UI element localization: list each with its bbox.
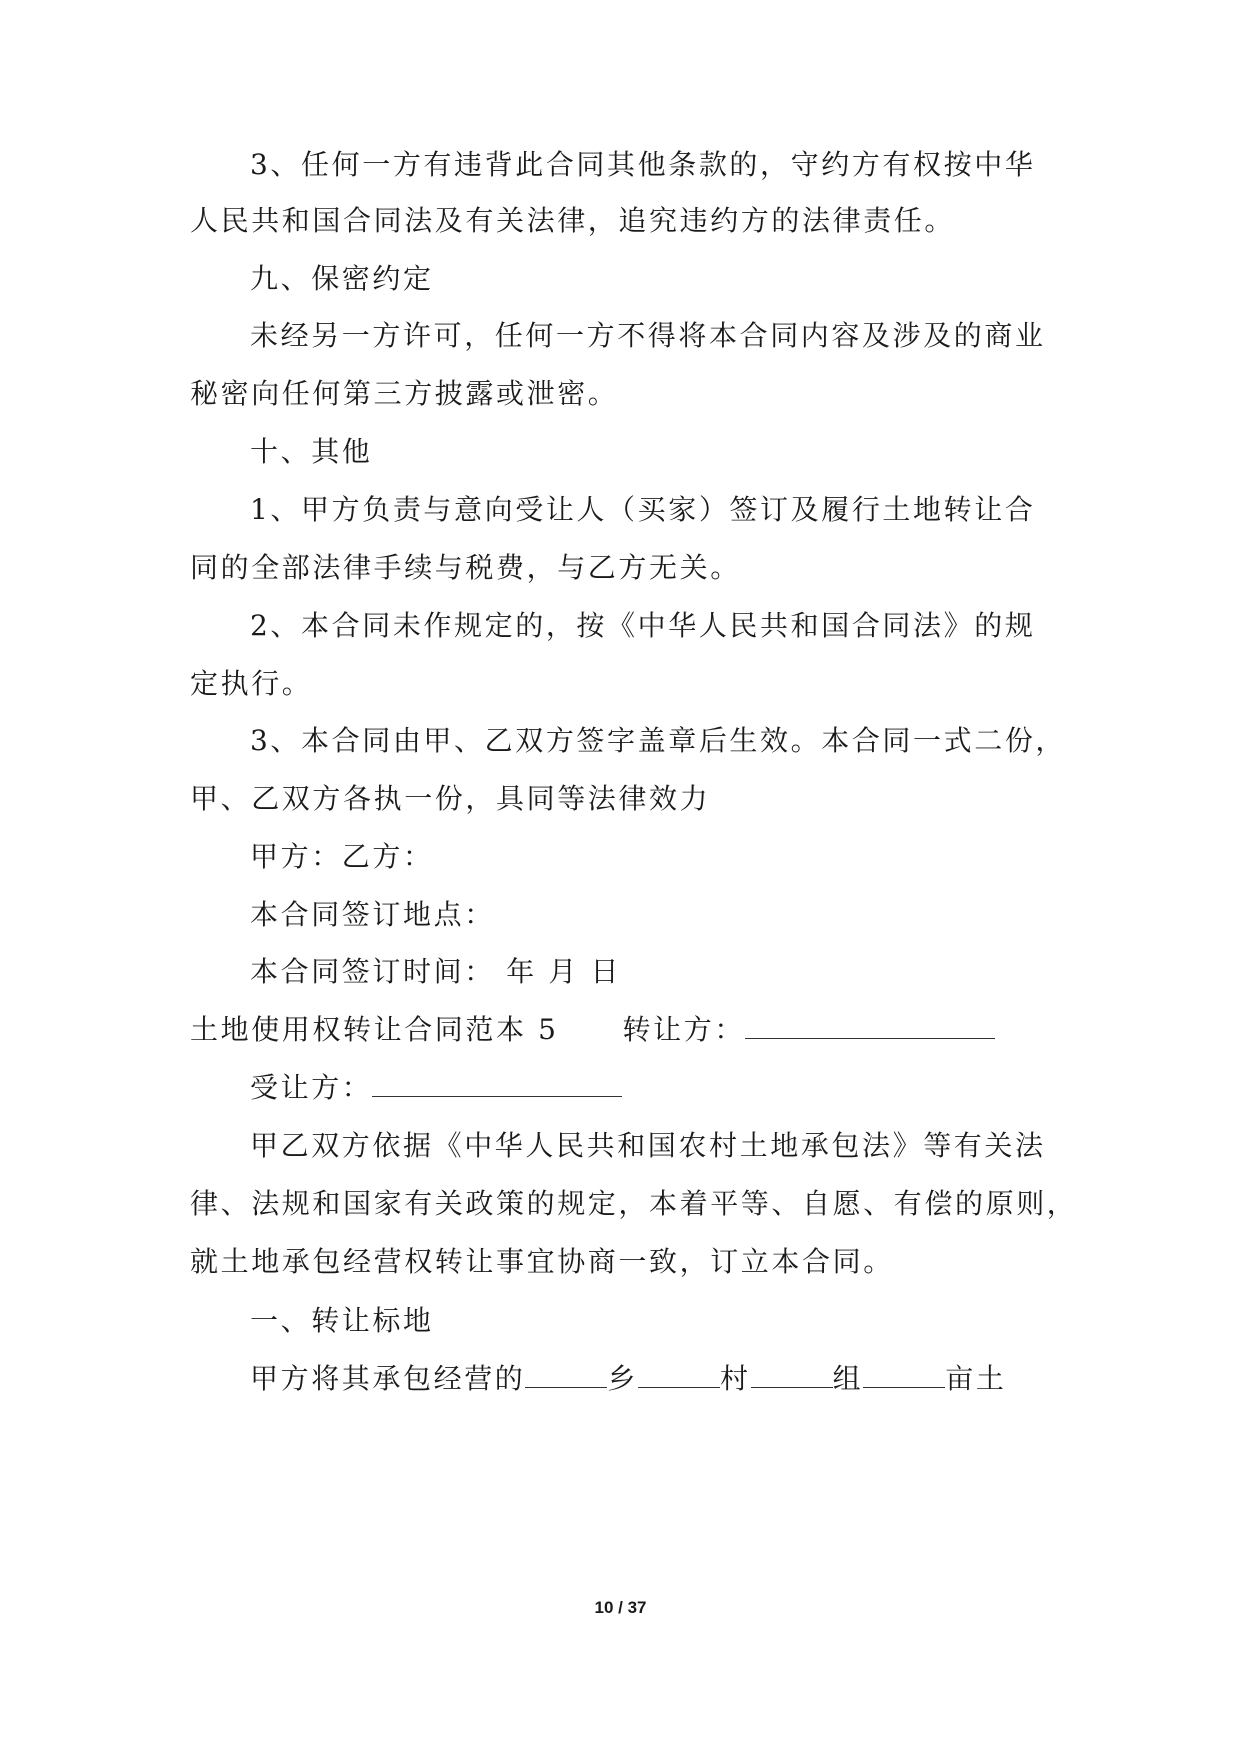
group-label: 组: [832, 1362, 864, 1395]
paragraph-line: 甲乙双方依据《中华人民共和国农村土地承包法》等有关法: [250, 1129, 1046, 1162]
paragraph-line: 律、法规和国家有关政策的规定，本着平等、自愿、有偿的原则，: [190, 1187, 1078, 1220]
township-blank: [525, 1361, 607, 1388]
land-prefix: 甲方将其承包经营的: [250, 1362, 526, 1395]
village-label: 村: [720, 1362, 751, 1395]
section-heading: 一、转让标地: [250, 1304, 434, 1337]
group-blank: [751, 1361, 833, 1388]
township-label: 乡: [607, 1362, 639, 1395]
paragraph-line: 定执行。: [190, 667, 313, 700]
paragraph-line: 同的全部法律手续与税费，与乙方无关。: [190, 551, 741, 584]
paragraph-line: 就土地承包经营权转让事宜协商一致，订立本合同。: [190, 1245, 894, 1278]
village-blank: [638, 1361, 720, 1388]
paragraph-line: 1、甲方负责与意向受让人（买家）签订及履行土地转让合: [250, 493, 1036, 526]
transferor-label: 转让方：: [622, 1013, 745, 1046]
signature-parties: 甲方：乙方：: [250, 840, 434, 873]
contract-title-line: [190, 1010, 995, 1050]
land-location-line: [250, 1359, 1006, 1399]
paragraph-line: 秘密向任何第三方披露或泄密。: [190, 377, 619, 410]
paragraph-line: 2、本合同未作规定的，按《中华人民共和国合同法》的规: [250, 609, 1036, 642]
page-number: 10 / 37: [594, 1598, 647, 1617]
signing-date: 本合同签订时间： 年 月 日: [250, 955, 622, 988]
mu-label: 亩土: [945, 1362, 1007, 1395]
paragraph-line: 3、任何一方有违背此合同其他条款的，守约方有权按中华: [250, 148, 1036, 181]
transferee-blank: [372, 1070, 622, 1097]
paragraph-line: 甲、乙双方各执一份，具同等法律效力: [190, 782, 711, 815]
section-heading: 九、保密约定: [250, 262, 434, 295]
section-heading: 十、其他: [250, 435, 373, 468]
paragraph-line: 3、本合同由甲、乙双方签字盖章后生效。本合同一式二份，: [250, 724, 1067, 757]
signing-location: 本合同签订地点：: [250, 898, 495, 931]
contract-title: 土地使用权转让合同范本 5: [190, 1013, 559, 1046]
transferee-label: 受让方：: [250, 1071, 373, 1104]
paragraph-line: 未经另一方许可，任何一方不得将本合同内容及涉及的商业: [250, 319, 1046, 352]
mu-blank: [863, 1361, 945, 1388]
paragraph-line: 人民共和国合同法及有关法律，追究违约方的法律责任。: [190, 204, 956, 237]
transferee-line: [250, 1068, 622, 1108]
transferor-blank: [745, 1012, 995, 1039]
